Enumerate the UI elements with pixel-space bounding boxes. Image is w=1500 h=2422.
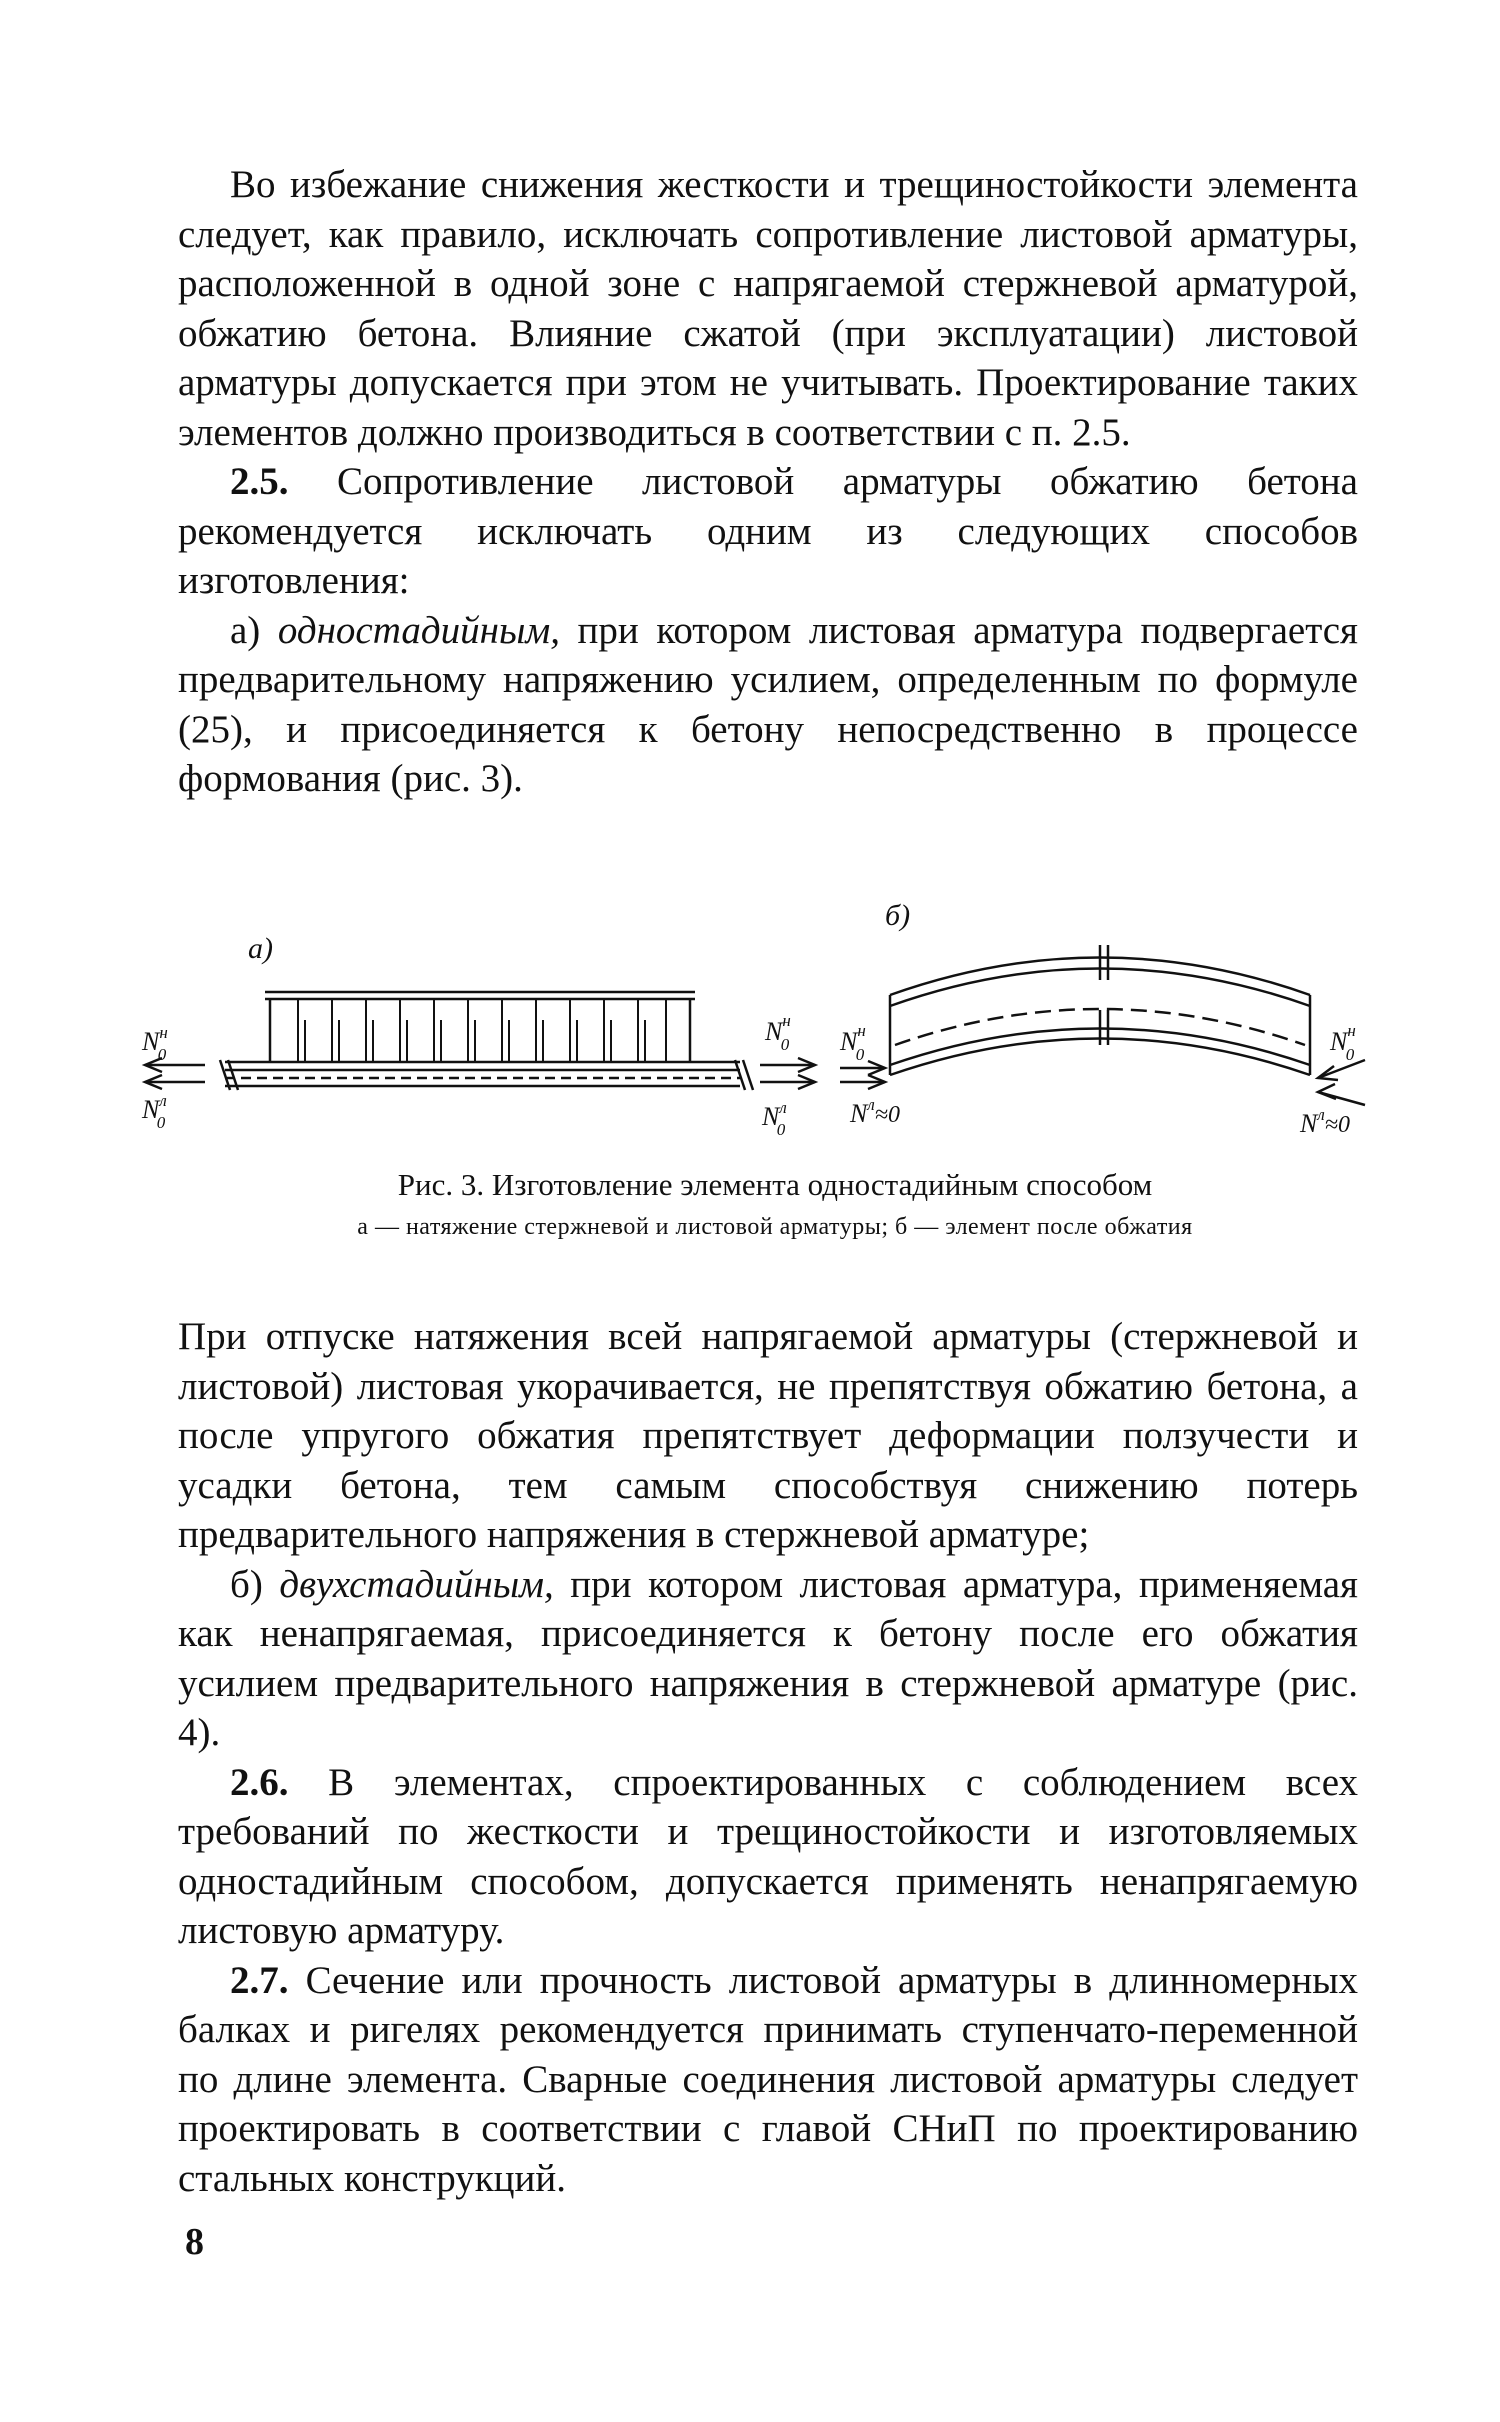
paragraph-release-tension: При отпуске натяжения всей напрягаемой арматуры (стержневой и листовой) листовая укорачивается, не препятствуя обжатию бетона, а после упругого обжатия препятствует деформации ползучести и усадки бетона, тем самым способствуя снижению потерь предварительного напряжения в стержневой арматуре; — [178, 1315, 1358, 1556]
bottom-text-block — [178, 1312, 1358, 2203]
section-text-2-5: Сопротивление листовой арматуры обжатию бетона рекомендуется исключать одним из следующих способов изготовления: — [178, 460, 1358, 602]
paragraph-2-7 — [178, 1956, 1358, 2204]
svg-text:Nл0: $N^л$ 0 — [762, 1098, 787, 1139]
figure-3-diagram — [142, 899, 1400, 1190]
svg-text:Nл≈0: $N^л\approx 0$ — [1300, 1105, 1350, 1138]
item-label-a: а) — [230, 608, 278, 652]
section-number-2-7: 2.7. — [230, 1958, 289, 2002]
term-two-stage: двухстадийным, — [279, 1562, 554, 1606]
paragraph-b — [178, 1560, 1358, 1758]
paragraph-intro: Во избежание снижения жесткости и трещиностойкости элемента следует, как правило, исключать сопротивление листовой арматуры, расположенной в одной зоне с напрягаемой стержневой арматурой, обжатию бетона. Влияние сжатой (при эксплуатации) листовой арматуры допускается при этом не учитывать. Проектирование таких элементов должно производиться в соответствии с п. 2.5. — [178, 163, 1358, 454]
figure-label-b: б) — [885, 899, 911, 932]
item-label-b: б) — [230, 1562, 280, 1606]
figure-legend: а — натяжение стержневой и листовой арматуры; б — элемент после обжатия — [357, 1214, 1193, 1240]
paragraph-a — [178, 606, 1358, 804]
figure-label-a: а) — [248, 932, 273, 965]
section-text-2-6: В элементах, спроектированных с соблюдением всех требований по жесткости и трещиностойкости и изготовляемых одностадийным способом, допускается применять ненапрягаемую листовую арматуру. — [178, 1760, 1358, 1952]
paragraph-2-6 — [178, 1758, 1358, 1956]
section-text-2-7: Сечение или прочность листовой арматуры в длинномерных балках и ригелях рекомендуется принимать ступенчато-переменной по длине элемента. Сварные соединения листовой арматуры следует проектировать в соответствии с главой СНиП по проектированию стальных конструкций. — [178, 1958, 1358, 2200]
paragraph-2-5 — [178, 457, 1358, 606]
term-one-stage: одностадийным, — [277, 608, 560, 652]
svg-text:Nн0: $N^н$ 0 — [142, 1023, 168, 1064]
figure-caption: Рис. 3. Изготовление элемента одностадийным способом — [397, 1167, 1153, 1202]
item-text-b: при котором листовая арматура, применяемая как ненапрягаемая, присоединяется к бетону после его обжатия усилием предварительного напряжения в стержневой арматуре (рис. 4). — [178, 1562, 1358, 1754]
section-number-2-6: 2.6. — [230, 1760, 289, 1804]
svg-text:Nл0: $N^л$ 0 — [142, 1091, 167, 1132]
svg-text:Nл≈0: $N^л\approx 0$ — [850, 1095, 900, 1128]
svg-text:Nн0: $N^н$ 0 — [765, 1011, 791, 1054]
figure-part-b — [839, 899, 1365, 1138]
item-text-a: при котором листовая арматура подвергается предварительному напряжению усилием, определенным по формуле (25), и присоединяется к бетону непосредственно в процессе формования (рис. 3). — [178, 608, 1358, 800]
top-text-block — [178, 160, 1358, 804]
page-number: 8 — [185, 2221, 204, 2263]
figure-part-a — [141, 932, 815, 1139]
svg-text:Nн0: $N^н$ 0 — [1330, 1021, 1356, 1064]
section-number-2-5: 2.5. — [230, 460, 289, 503]
svg-text:Nн0: $N^н$ 0 — [840, 1021, 866, 1064]
